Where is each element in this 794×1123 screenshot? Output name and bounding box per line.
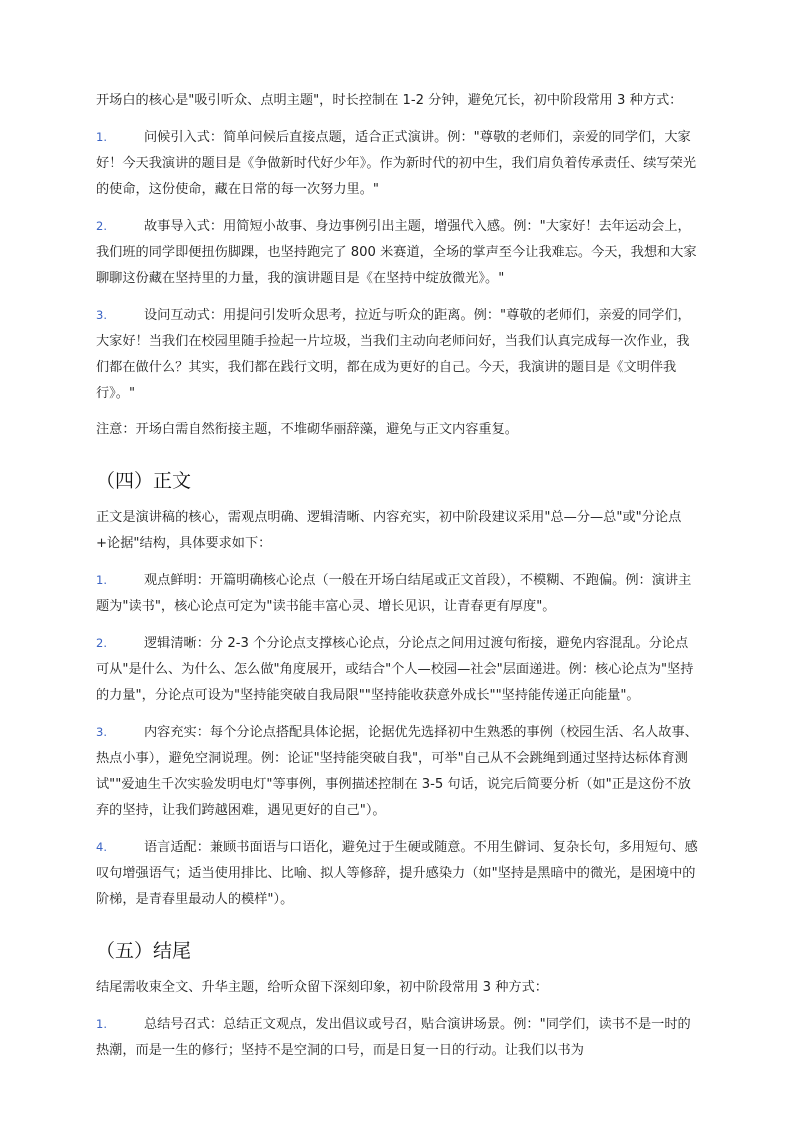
list-item-text: 观点鲜明：开篇明确核心论点（一般在开场白结尾或正文首段），不模糊、不跑偏。例：演讲主题为"读书"，核心论点可定为"读书能丰富心灵、增长见识，让青春更有厚度"。 (96, 573, 692, 614)
section-heading-ending: （五）结尾 (96, 940, 192, 962)
intro-paragraph: 开场白的核心是"吸引听众、点明主题"，时长控制在 1-2 分钟，避免冗长，初中阶段常用 3 种方式： (96, 93, 683, 108)
note-paragraph: 注意：开场白需自然衔接主题，不堆砌华丽辞藻，避免与正文内容重复。 (96, 422, 518, 437)
section-heading-body: （四）正文 (96, 470, 192, 492)
list-item (96, 834, 698, 913)
list-item (96, 630, 698, 709)
section-intro-paragraph: 正文是演讲稿的核心，需观点明确、逻辑清晰、内容充实，初中阶段建议采用"总—分—总"或"分论点+论据"结构，具体要求如下： (96, 510, 682, 551)
list-number: 3. (96, 725, 107, 739)
list-item-text: 问候引入式：简单问候后直接点题，适合正式演讲。例："尊敬的老师们，亲爱的同学们，大家好！今天我演讲的题目是《争做新时代好少年》。作为新时代的初中生，我们肩负着传承责任、续写荣光的使命，这份使命，藏在日常的每一次努力里。" (96, 130, 697, 197)
list-item-text: 总结号召式：总结正文观点，发出倡议或号召，贴合演讲场景。例："同学们，读书不是一时的热潮，而是一生的修行；坚持不是空洞的口号，而是日复一日的行动。让我们以书为 (96, 1017, 691, 1058)
list-item-text: 内容充实：每个分论点搭配具体论据，论据优先选择初中生熟悉的事例（校园生活、名人故事、热点小事），避免空洞说理。例：论证"坚持能突破自我"，可举"自己从不会跳绳到通过坚持达标体育测试""爱迪生千次实验发明电灯"等事例，事例描述控制在 3-5 句话，说完后简要分析（如"正是这份不放弃的坚持，让我们跨越困难，遇见更好的自己"）。 (96, 725, 698, 818)
list-number: 2. (96, 219, 107, 233)
list-number: 2. (96, 636, 107, 650)
list-number: 4. (96, 840, 107, 854)
list-number: 1. (96, 130, 107, 144)
section-intro-paragraph: 结尾需收束全文、升华主题，给听众留下深刻印象，初中阶段常用 3 种方式： (96, 980, 548, 995)
list-item (96, 213, 698, 292)
list-number: 1. (96, 573, 107, 587)
list-item-text: 故事导入式：用简短小故事、身边事例引出主题，增强代入感。例："大家好！去年运动会上，我们班的同学即便扭伤脚踝，也坚持跑完了 800 米赛道，全场的掌声至今让我难忘。今天，我想和大家聊聊这份藏在坚持里的力量，我的演讲题目是《在坚持中绽放微光》。" (96, 219, 697, 286)
list-item (96, 302, 698, 407)
list-number: 3. (96, 308, 107, 322)
list-item (96, 1011, 698, 1064)
list-item (96, 719, 698, 824)
list-number: 1. (96, 1017, 107, 1031)
list-item-text: 逻辑清晰：分 2-3 个分论点支撑核心论点，分论点之间用过渡句衔接，避免内容混乱。分论点可从"是什么、为什么、怎么做"角度展开，或结合"个人—校园—社会"层面递进。例：核心论点为"坚持的力量"，分论点可设为"坚持能突破自我局限""坚持能收获意外成长""坚持能传递正向能量"。 (96, 636, 694, 703)
list-item (96, 567, 698, 620)
list-item-text: 语言适配：兼顾书面语与口语化，避免过于生硬或随意。不用生僻词、复杂长句，多用短句、感叹句增强语气；适当使用排比、比喻、拟人等修辞，提升感染力（如"坚持是黑暗中的微光，是困境中的阶梯，是青春里最动人的模样"）。 (96, 840, 698, 907)
list-item-text: 设问互动式：用提问引发听众思考，拉近与听众的距离。例："尊敬的老师们，亲爱的同学们，大家好！当我们在校园里随手捡起一片垃圾，当我们主动向老师问好，当我们认真完成每一次作业，我们都在做什么？其实，我们都在践行文明，都在成为更好的自己。今天，我演讲的题目是《文明伴我行》。" (96, 308, 691, 401)
list-item (96, 124, 698, 203)
